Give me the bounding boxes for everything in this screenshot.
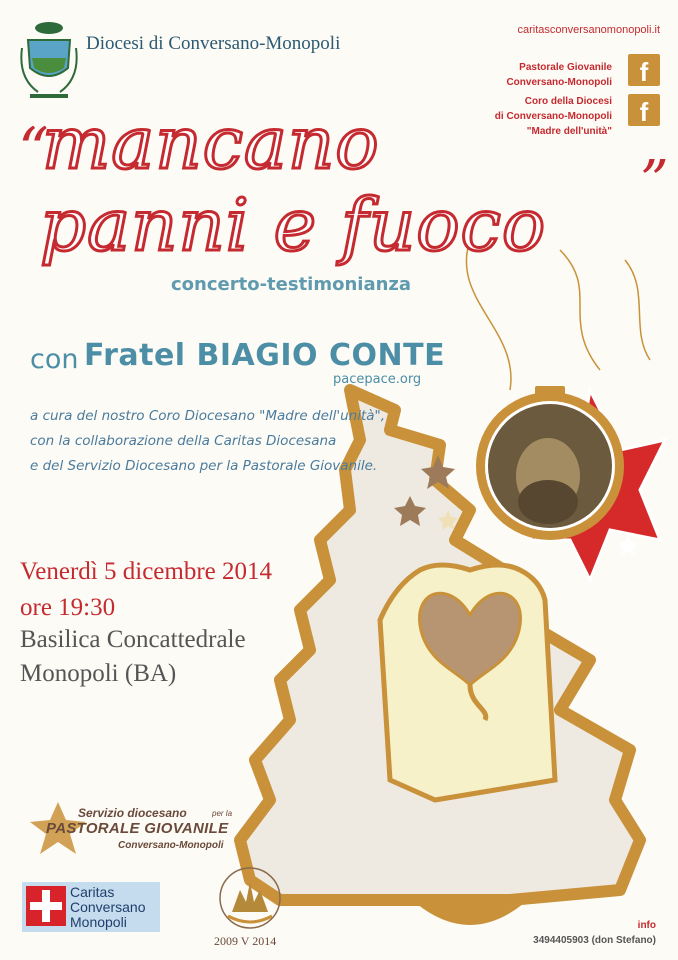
guest-website-link[interactable]: pacepace.org (333, 372, 422, 387)
facebook-icon[interactable]: f (628, 94, 660, 126)
fb-label-line: Coro della Diocesi (524, 96, 612, 107)
diocese-title: Diocesi di Conversano-Monopoli (86, 33, 341, 54)
fb-link-pastorale-label[interactable] (506, 60, 612, 90)
event-city: Monopoli (BA) (20, 660, 177, 687)
headline-close-quote: ” (640, 149, 669, 214)
headline-line2: panni e fuoco (40, 183, 547, 267)
fb-label-line: Pastorale Giovanile (519, 62, 612, 73)
pg-logo-text-small: per la (212, 809, 233, 818)
info-phone[interactable]: 3494405903 (don Stefano) (533, 935, 656, 946)
guest-name: Fratel BIAGIO CONTE (84, 338, 446, 373)
event-venue: Basilica Concattedrale (20, 626, 246, 653)
pg-logo-text: Servizio diocesano (78, 806, 187, 820)
choir-years: 2009 V 2014 (214, 934, 277, 948)
description-line: e del Servizio Diocesano per la Pastorale Giovanile. (30, 458, 378, 474)
pg-logo-subtitle: Conversano-Monopoli (118, 840, 224, 851)
facebook-icon[interactable]: f (628, 54, 660, 86)
fb-label-line: di Conversano-Monopoli (494, 111, 612, 122)
headline (0, 90, 678, 290)
info-label: info (637, 920, 656, 931)
bauble-cap (535, 386, 565, 398)
caritas-text: Monopoli (70, 914, 127, 930)
event-time: ore 19:30 (20, 594, 116, 621)
guest-prefix: con (30, 344, 79, 375)
portrait-beard (518, 480, 578, 524)
tree-bottom (420, 900, 520, 920)
caritas-cross-icon (26, 886, 66, 926)
description-line: con la collaborazione della Caritas Diocesana (30, 433, 337, 449)
event-date: Venerdì 5 dicembre 2014 (20, 558, 273, 585)
caritas-text: Conversano (70, 899, 146, 915)
fb-label-line: Conversano-Monopoli (506, 77, 612, 88)
small-star (618, 535, 638, 555)
headline-open-quote: “ (18, 115, 49, 185)
headline-line1: mancano (42, 101, 380, 185)
fb-label-line: "Madre dell'unità" (526, 126, 612, 137)
description-line: a cura del nostro Coro Diocesano "Madre dell'unità", (30, 408, 386, 424)
event-subtitle: concerto-testimonianza (171, 274, 412, 295)
caritas-text: Caritas (70, 884, 115, 900)
website-link[interactable]: caritasconversanomonopoli.it (517, 24, 660, 36)
pg-logo-title: PASTORALE GIOVANILE (46, 820, 229, 837)
